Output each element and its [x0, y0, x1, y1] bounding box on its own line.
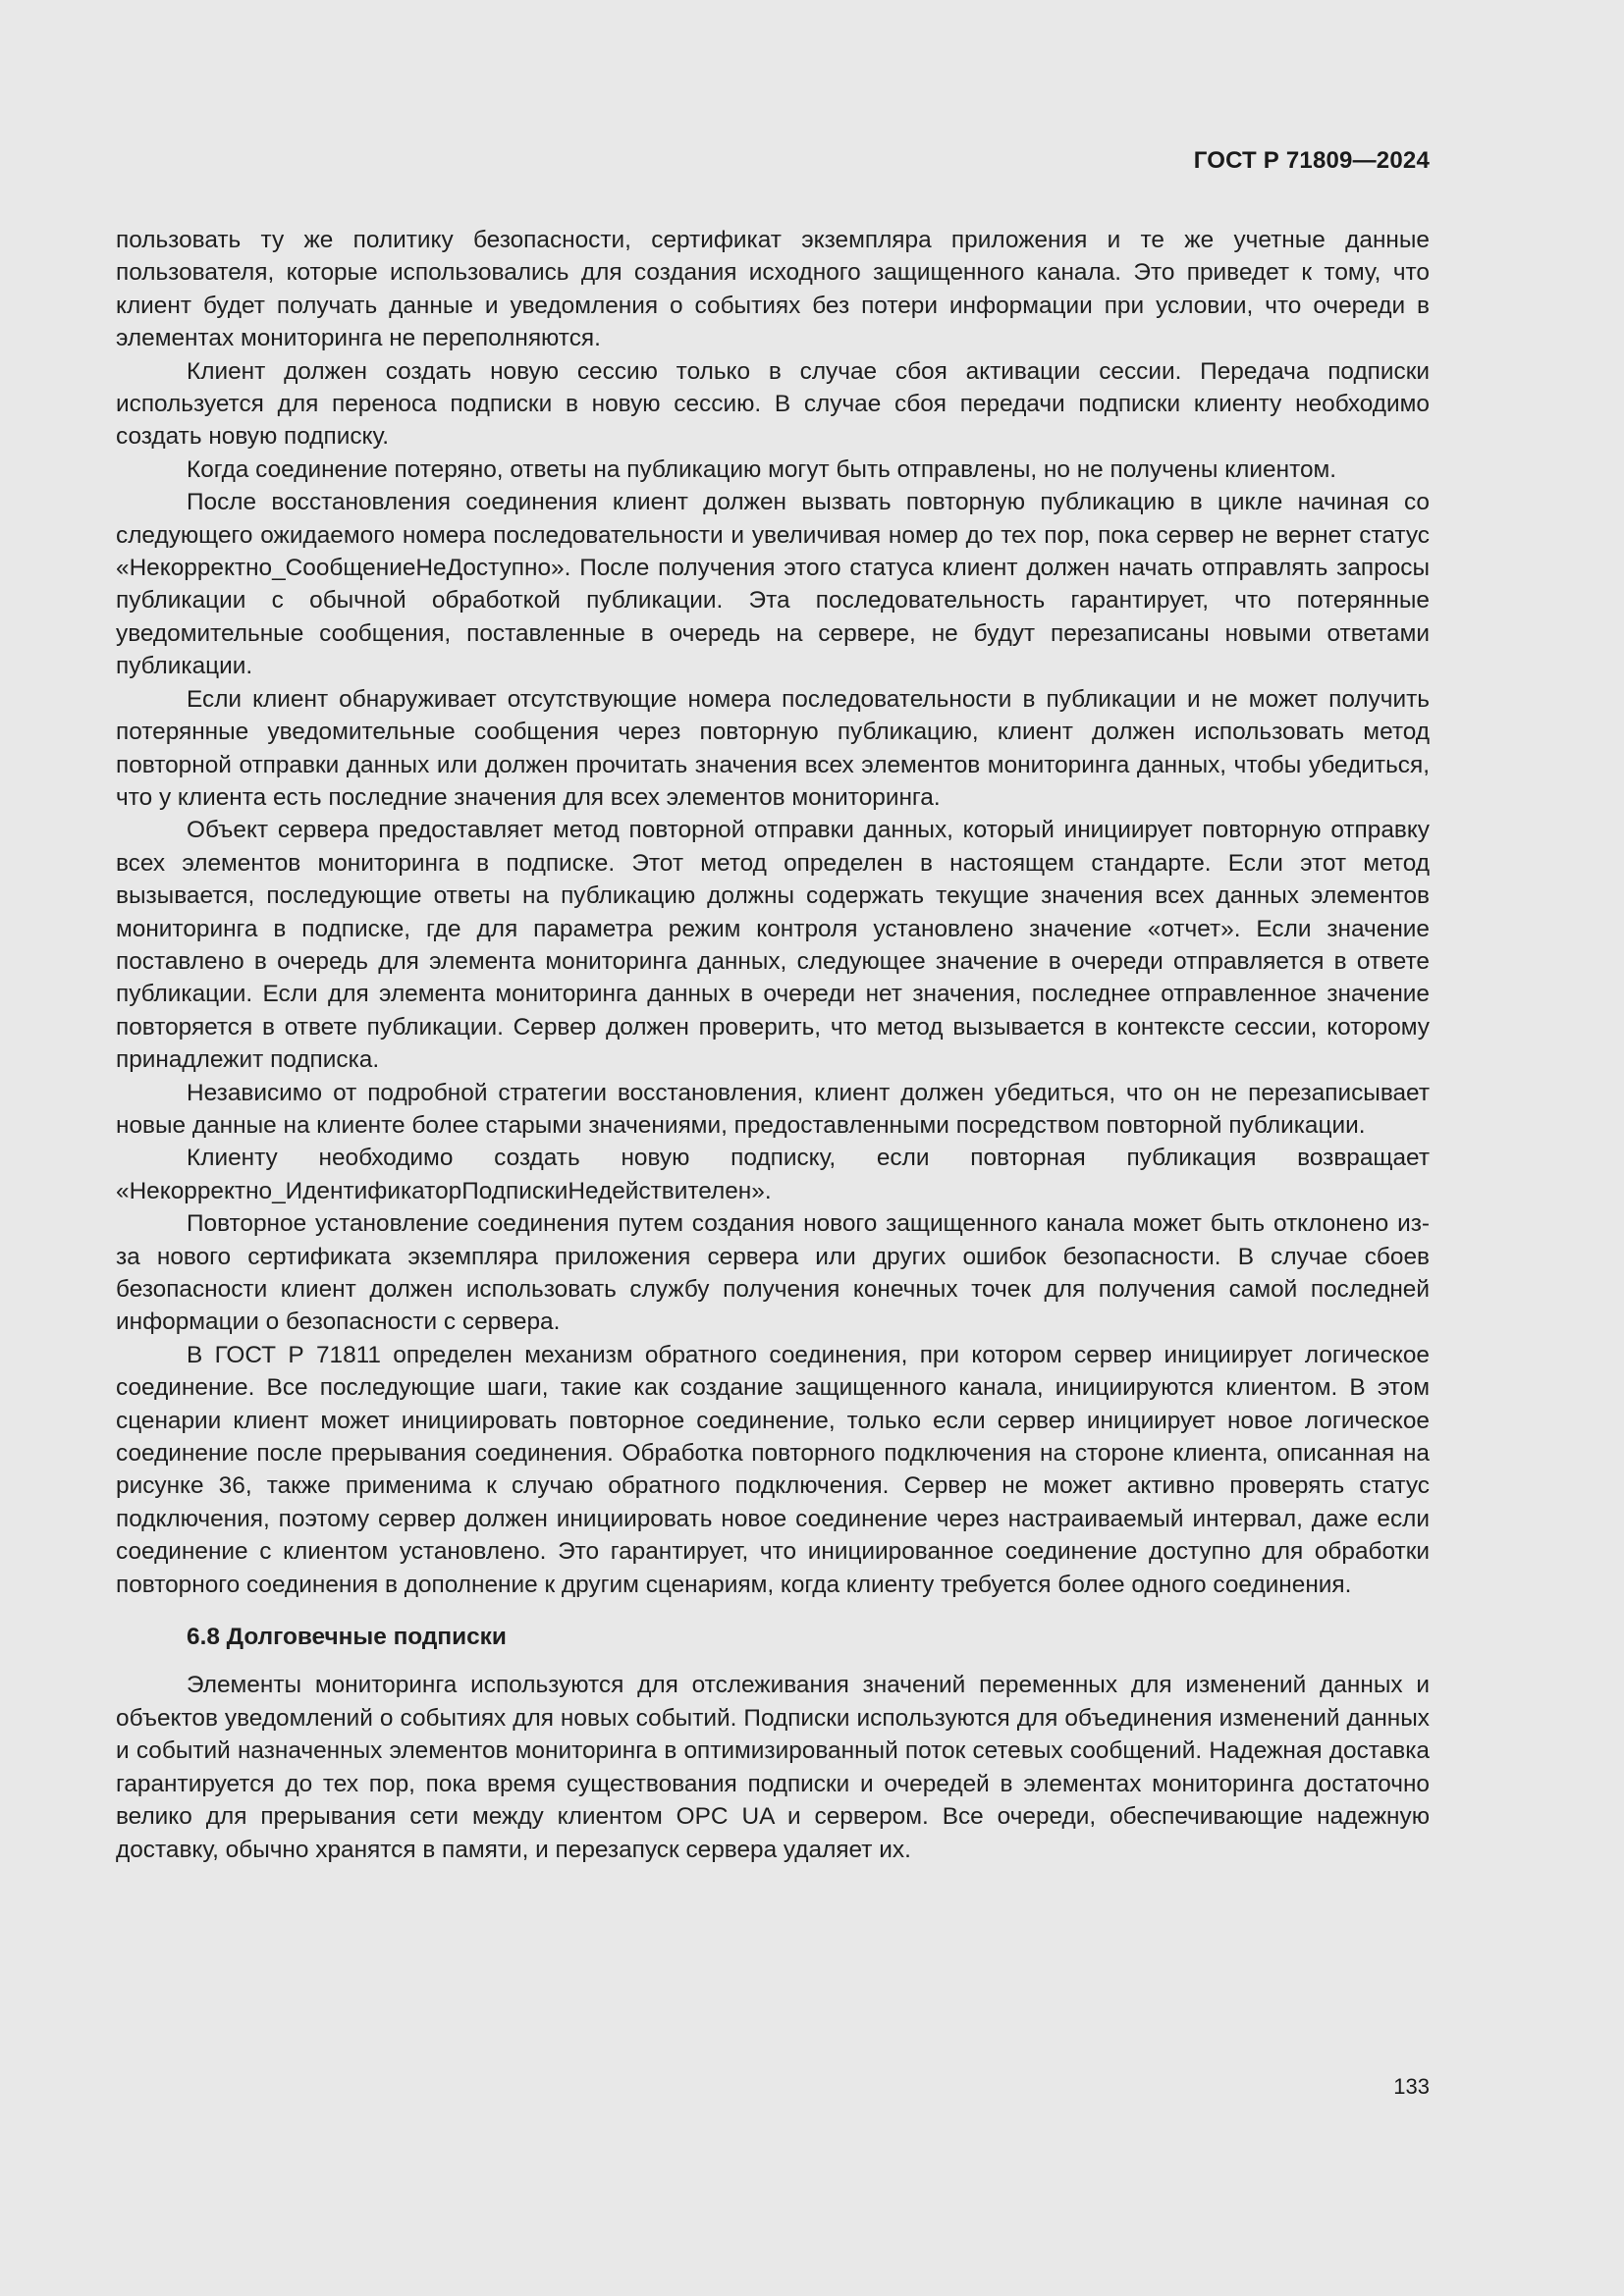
paragraph: Объект сервера предоставляет метод повторной отправки данных, который инициирует повторную отправку всех элементов мониторинга в подписке. Этот метод определен в настоящем стандарте. Если этот метод вызывается, последующие ответы на публикацию должны содержать текущие значения всех данных элементов мониторинга в подписке, где для параметра режим контроля установлено значение «отчет». Если значение поставлено в очередь для элемента мониторинга данных, следующее значение в очереди отправляется в ответе публикации. Если для элемента мониторинга данных в очереди нет значения, последнее отправленное значение повторяется в ответе публикации. Сервер должен проверить, что метод вызывается в контексте сессии, которому принадлежит подписка. [116, 817, 1430, 1074]
paragraph: Повторное установление соединения путем создания нового защищенного канала может быть отклонено из-за нового сертификата экземпляра приложения сервера или других ошибок безопасности. В случае сбоев безопасности клиент должен использовать службу получения конечных точек для получения самой последней информации о безопасности с сервера. [116, 1210, 1430, 1336]
document-code-header: ГОСТ Р 71809—2024 [1193, 147, 1430, 174]
section-paragraph: Элементы мониторинга используются для отслеживания значений переменных для изменений данных и объектов уведомлений о событиях для новых событий. Подписки используются для объединения изменений данных и событий назначенных элементов мониторинга в оптимизированный поток сетевых сообщений. Надежная доставка гарантируется до тех пор, пока время существования подписки и очередей в элементах мониторинга достаточно велико для прерывания сети между клиентом OPC UA и сервером. Все очереди, обеспечивающие надежную доставку, обычно хранятся в памяти, и перезапуск сервера удаляет их. [116, 1672, 1430, 1863]
page-number: 133 [1393, 2074, 1430, 2099]
paragraph: пользовать ту же политику безопасности, сертификат экземпляра приложения и те же учетные данные пользователя, которые использовались для создания исходного защищенного канала. Это приведет к тому, что клиент будет получать данные и уведомления о событиях без потери информации при условии, что очереди в элементах мониторинга не переполняются. [116, 227, 1430, 352]
paragraph: Когда соединение потеряно, ответы на публикацию могут быть отправлены, но не получены клиентом. [187, 455, 1337, 483]
paragraph: Клиенту необходимо создать новую подписку, если повторная публикация возвращает «Некорректно_ИдентификаторПодпискиНедействителен». [116, 1145, 1430, 1204]
paragraph: В ГОСТ Р 71811 определен механизм обратного соединения, при котором сервер инициирует логическое соединение. Все последующие шаги, такие как создание защищенного канала, инициируются клиентом. В этом сценарии клиент может инициировать повторное соединение, только если сервер инициирует новое логическое соединение после прерывания соединения. Обработка повторного подключения на стороне клиента, описанная на рисунке 36, также применима к случаю обратного подключения. Сервер не может активно проверять статус подключения, поэтому сервер должен инициировать новое соединение через настраиваемый интервал, даже если соединение с клиентом установлено. Это гарантирует, что инициированное соединение доступно для обработки повторного соединения в дополнение к другим сценариям, когда клиенту требуется более одного соединения. [116, 1341, 1430, 1598]
section-heading: 6.8 Долговечные подписки [187, 1624, 507, 1651]
paragraph: Если клиент обнаруживает отсутствующие номера последовательности в публикации и не может получить потерянные уведомительные сообщения через повторную публикацию, клиент должен использовать метод повторной отправки данных или должен прочитать значения всех элементов мониторинга данных, чтобы убедиться, что у клиента есть последние значения для всех элементов мониторинга. [116, 685, 1430, 811]
body-text [116, 224, 1430, 1866]
paragraph: Независимо от подробной стратегии восстановления, клиент должен убедиться, что он не перезаписывает новые данные на клиенте более старыми значениями, предоставленными посредством повторной публикации. [116, 1079, 1430, 1139]
paragraph: Клиент должен создать новую сессию только в случае сбоя активации сессии. Передача подписки используется для переноса подписки в новую сессию. В случае сбоя передачи подписки клиенту необходимо создать новую подписку. [116, 357, 1430, 451]
paragraph: После восстановления соединения клиент должен вызвать повторную публикацию в цикле начиная со следующего ожидаемого номера последовательности и увеличивая номер до тех пор, пока сервер не вернет статус «Некорректно_СообщениеНеДоступно». После получения этого статуса клиент должен начать отправлять запросы публикации с обычной обработкой публикации. Эта последовательность гарантирует, что потерянные уведомительные сообщения, поставленные в очередь на сервере, не будут перезаписаны новыми ответами публикации. [116, 489, 1430, 680]
